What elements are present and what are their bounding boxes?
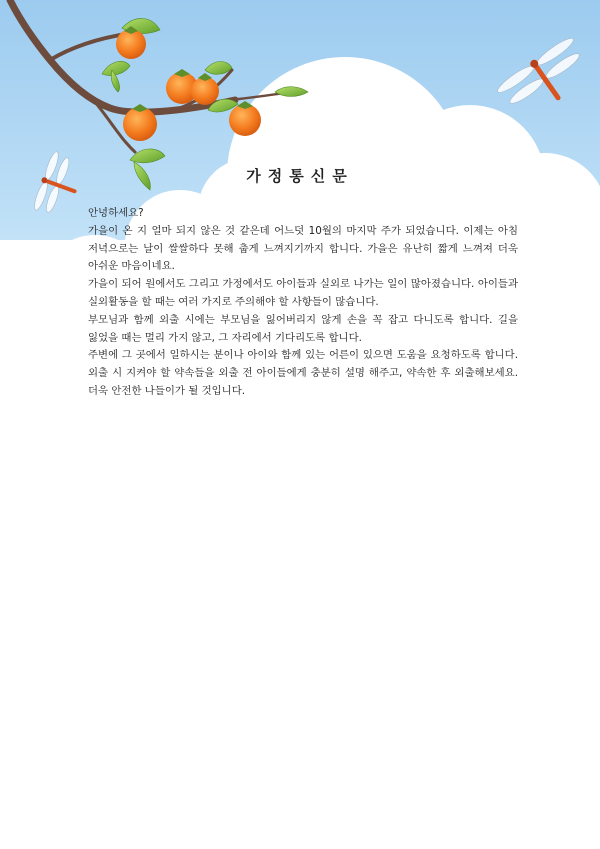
paragraph-2: 가을이 되어 원에서도 그리고 가정에서도 아이들과 실외로 나가는 일이 많아졌습니다. 아이들과 실외활동을 할 때는 여러 가지로 주의해야 할 사항들이 많습니다.	[88, 278, 518, 308]
paragraph-3: 부모님과 함께 외출 시에는 부모님을 잃어버리지 않게 손을 꼭 잡고 다니도록 합니다. 길을 잃었을 때는 멀리 가지 않고, 그 자리에서 기다리도록 합니다.	[88, 313, 518, 344]
paragraph-1: 가을이 온 지 얼마 되지 않은 것 같은데 어느덧 10월의 마지막 주가 되었습니다. 이제는 아침 저녁으로는 날이 쌀쌀하다 못해 춥게 느껴지기까지 합니다. 가을은 유난히 짧게 느껴져 더욱 아쉬운 마음이네요.	[88, 224, 518, 273]
greeting: 안녕하세요?	[88, 207, 144, 219]
newsletter-title: 가정통신문	[246, 167, 354, 185]
paragraph-4: 주변에 그 곳에서 일하시는 분이나 아이와 함께 있는 어른이 있으면 도움을 요청하도록 합니다. 외출 시 지켜야 할 약속들을 외출 전 아이들에게 충분히 설명 해주고, 약속한 후 외출해보세요. 더욱 안전한 나들이가 될 것입니다.	[88, 349, 518, 397]
newsletter-body	[88, 205, 518, 401]
